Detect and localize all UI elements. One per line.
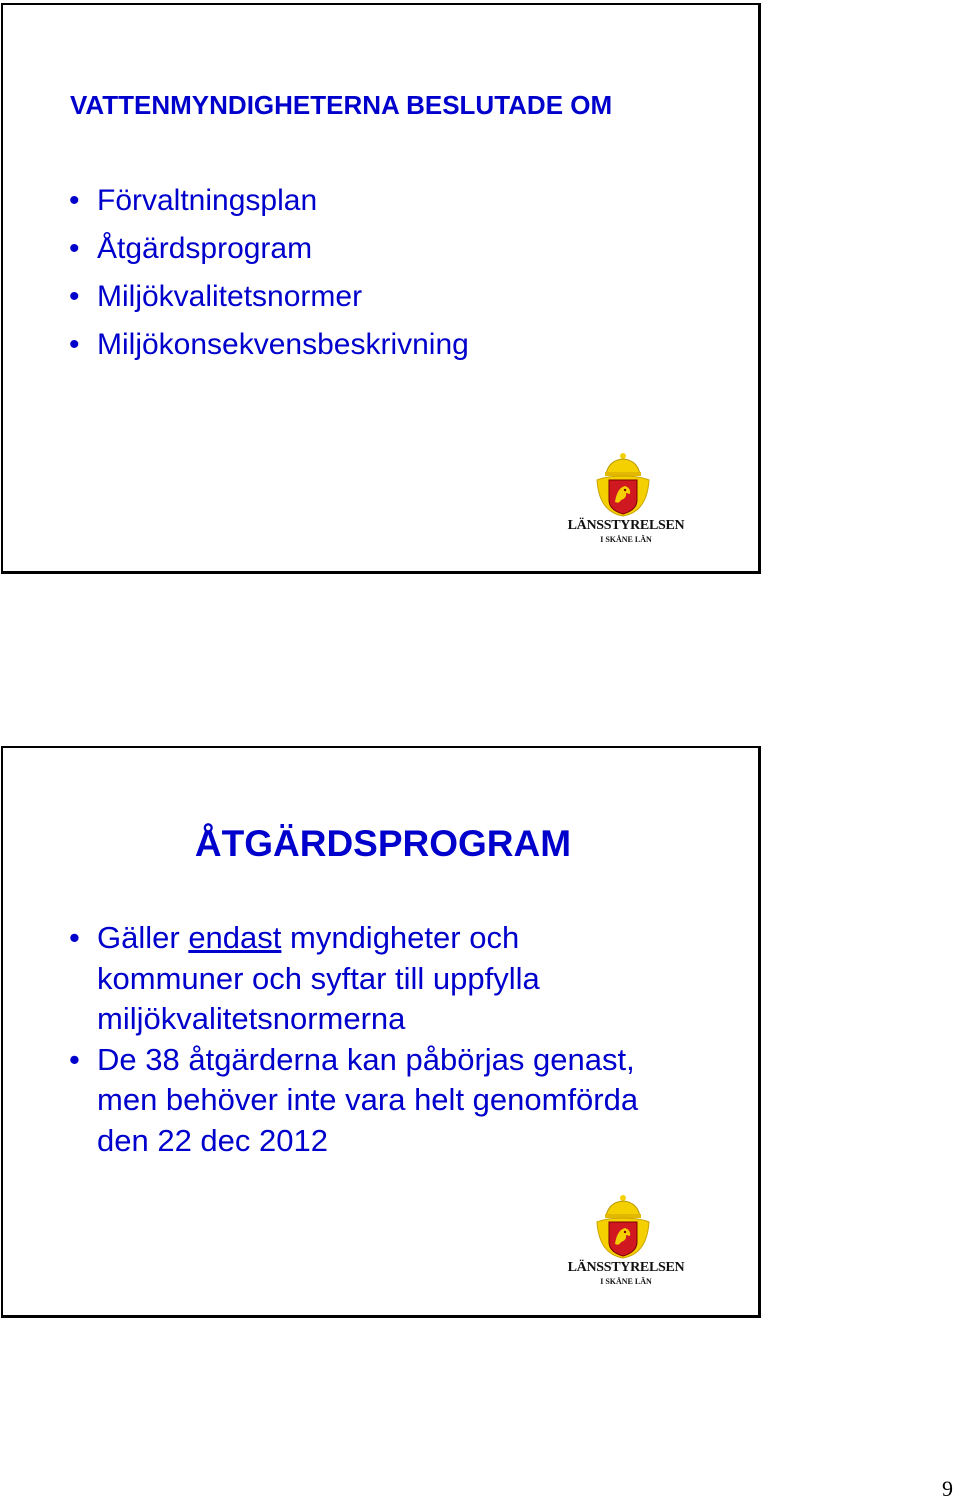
slide-1-bullet-list <box>69 177 469 369</box>
bullet-dot-icon: • <box>69 328 80 361</box>
slide-1-title: VATTENMYNDIGHETERNA BESLUTADE OM <box>70 90 613 120</box>
bullet-dot-icon: • <box>69 232 80 265</box>
list-item: • De 38 åtgärderna kan påbörjas genast, men behöver inte vara helt genomförda den 22 dec 2012 <box>69 1041 639 1158</box>
list-item: • Miljökonsekvensbeskrivning <box>69 321 469 369</box>
lansstyrelsen-logo: LÄNSSTYRELSEN I SKÅNE LÄN <box>559 1194 699 1289</box>
slide-2-title: ÅTGÄRDSPROGRAM <box>194 823 572 864</box>
bullet-dot-icon: • <box>69 1041 80 1077</box>
list-item: • Miljökvalitetsnormer <box>69 273 469 321</box>
slide-1 <box>1 3 761 574</box>
bullet-dot-icon: • <box>69 280 80 313</box>
slide-2 <box>1 746 761 1318</box>
slide-2-bullet-list <box>69 918 638 1161</box>
list-item: • Förvaltningsplan <box>69 177 469 225</box>
list-item: • Åtgärdsprogram <box>69 225 469 273</box>
bullet-dot-icon: • <box>69 920 80 955</box>
bullet-dot-icon: • <box>69 184 80 217</box>
coat-of-arms-icon <box>559 1194 699 1260</box>
list-item: • Gäller endast myndigheter och kommuner och syftar till uppfylla miljökvalitetsnormerna <box>69 920 540 1036</box>
coat-of-arms-icon <box>559 452 699 518</box>
page-number: 9 <box>942 1476 953 1501</box>
lansstyrelsen-logo: LÄNSSTYRELSEN I SKÅNE LÄN <box>559 452 699 547</box>
